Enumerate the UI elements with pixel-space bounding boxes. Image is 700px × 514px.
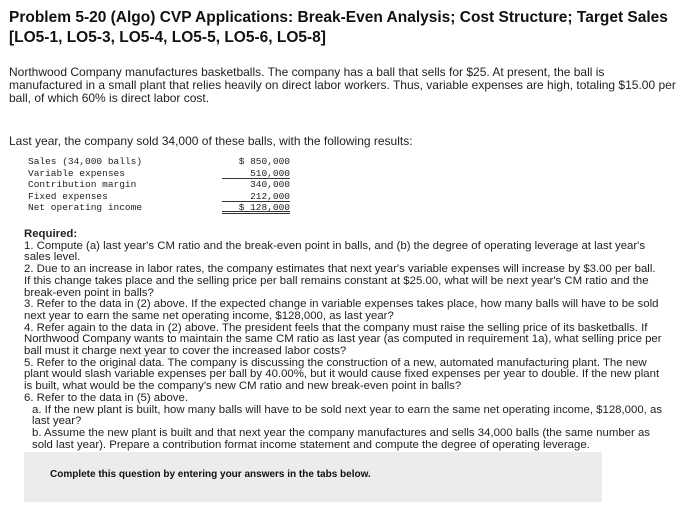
requirement-3: 3. Refer to the data in (2) above. If the expected change in variable expenses takes place, how many balls will have to be sold next year to earn the same net operating income, $128,000, as last year? (24, 298, 659, 322)
statement-value: 340,000 (250, 179, 290, 190)
statement-value: $ 850,000 (238, 156, 290, 167)
requirement-2: 2. Due to an increase in labor rates, the company estimates that next year's variable expenses will increase by $3.00 per ball. If this change takes place and the selling price per ball remains constant at $25.00, what will be next year's CM ratio and the break-even point in balls? (24, 263, 656, 299)
instructions-text: Complete this question by entering your answers in the tabs below. (50, 469, 371, 480)
instructions-banner (24, 452, 602, 502)
requirement-6b: b. Assume the new plant is built and that next year the company manufactures and sells 34,000 balls (the same number as sold last year). Prepare a contribution format income statement and compute the degree of operating leverage. (32, 426, 650, 451)
statement-label: Fixed expenses (28, 190, 108, 202)
required-section (24, 229, 664, 451)
statement-label: Sales (34,000 balls) (28, 156, 143, 167)
required-heading: Required: (24, 228, 78, 240)
requirement-4: 4. Refer again to the data in (2) above. The president feels that the company must raise the selling price of its basketballs. If Northwood Company wants to maintain the same CM ratio as last year (as computed in requirement 1a), what selling price per ball must it charge next year to cover the increased labor costs? (24, 321, 662, 358)
last-year-sentence: Last year, the company sold 34,000 of these balls, with the following results: (9, 134, 413, 148)
requirement-5: 5. Refer to the original data. The company is discussing the construction of a new, automated manufacturing plant. The new plant would slash variable expenses per ball by 40.00%, but it would cause fixed expenses per year to double. If the new plant is built, what would be the company's new CM ratio and new break-even point in balls? (24, 356, 660, 393)
statement-label: Net operating income (28, 202, 143, 213)
income-statement (28, 156, 290, 214)
statement-value: $ 128,000 (222, 202, 290, 214)
problem-title: Problem 5-20 (Algo) CVP Applications: Break-Even Analysis; Cost Structure; Target Sales [LO5-1, LO5-3, LO5-4, LO5-5, LO5-6, LO5-8] (9, 9, 668, 46)
statement-value: 212,000 (222, 191, 290, 203)
statement-label: Variable expenses (28, 167, 125, 179)
requirement-6a: a. If the new plant is built, how many balls will have to be sold next year to earn the same net operating income, $128,000, as last year? (32, 403, 663, 428)
statement-value: 510,000 (222, 168, 290, 180)
statement-row-variable-expenses (28, 168, 290, 180)
statement-row-contribution-margin (28, 179, 290, 191)
requirement-1: 1. Compute (a) last year's CM ratio and the break-even point in balls, and (b) the degree of operating leverage at last year's sales level. (24, 239, 646, 264)
statement-row-net-operating-income (28, 202, 290, 214)
requirement-6: 6. Refer to the data in (5) above. (24, 391, 188, 404)
statement-label: Contribution margin (28, 179, 137, 190)
intro-paragraph: Northwood Company manufactures basketballs. The company has a ball that sells for $25. At present, the ball is manufactured in a small plant that relies heavily on direct labor workers. Thus, variable expenses are high, totaling $15.00 per ball, of which 60% is direct labor cost. (9, 65, 676, 105)
statement-row-fixed-expenses (28, 191, 290, 203)
statement-row-sales (28, 156, 290, 168)
